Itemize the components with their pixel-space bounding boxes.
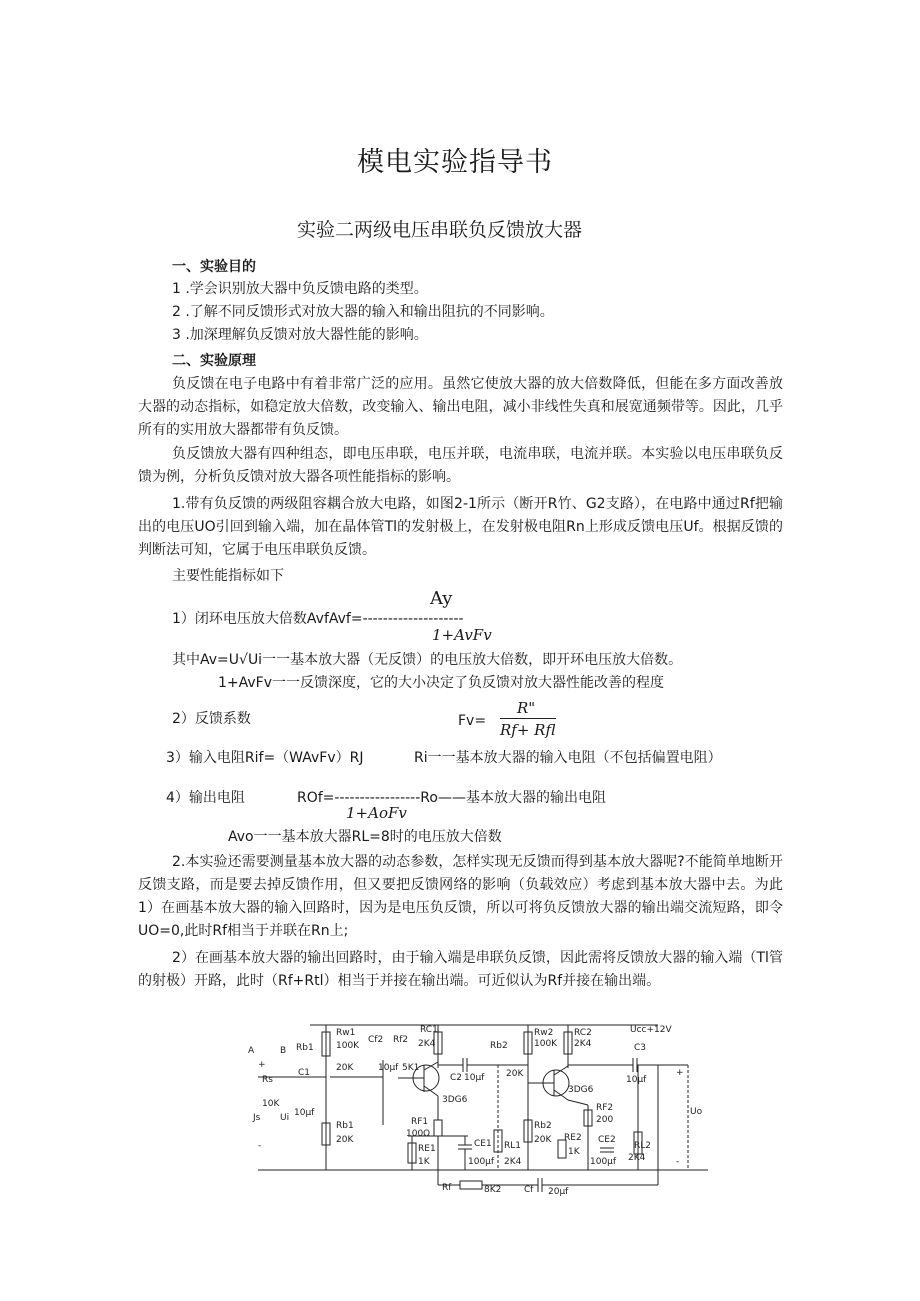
value-rb1: 20K (336, 1063, 354, 1073)
formula-numerator: R" (517, 699, 536, 717)
value-rc1: 2K4 (418, 1039, 436, 1049)
paragraph: 2.本实验还需要测量基本放大器的动态参数，怎样实现无反馈而得到基本放大器呢?不能简单地断开反馈支路，而是要去掉反馈作用，但又要把反馈网络的影响（负载效应）考虑到基本放大器中去。为此1）在画基本放大器的输入回路时，因为是电压负反馈，所以可将负反馈放大器的输出端交流短路，即令UO=0,此时Rf相当于并联在Rn上; (138, 854, 783, 939)
formula-note: 1+AvFv一一反馈深度，它的大小决定了负反馈对放大器性能改善的程度 (218, 675, 665, 691)
value-rw2: 100K (534, 1039, 558, 1049)
formula-numerator: Ay (430, 588, 453, 609)
label-minus-out: - (676, 1157, 680, 1167)
label-rl2: RL2 (634, 1141, 651, 1151)
label-rl1: RL1 (504, 1141, 521, 1151)
label-rf2b: RF2 (596, 1103, 614, 1113)
formula-label: 1）闭环电压放大倍数AvfAvf=-------------------- (172, 611, 464, 627)
list-item: 1 .学会识别放大器中负反馈电路的类型。 (172, 281, 428, 297)
formula-note: Avo一一基本放大器RL=8时的电压放大倍数 (228, 829, 502, 845)
section-heading-principle: 二、实验原理 (172, 353, 256, 369)
label-cf2: Cf2 (368, 1035, 384, 1045)
value-rl1: 2K4 (504, 1157, 522, 1167)
value-re1: 1K (418, 1157, 430, 1167)
label-q2: 3DG6 (568, 1085, 594, 1095)
terminal-b: B (280, 1046, 287, 1056)
value-rl2: 2K4 (628, 1153, 646, 1163)
label-c2: C2 (450, 1073, 463, 1083)
value-rf2: 5K1 (402, 1063, 420, 1073)
paragraph: 2）在画基本放大器的输出回路时，由于输入端是串联负反馈，因此需将反馈放大器的输入端（Tl管的射极）开路，此时（Rf+Rtl）相当于并接在输出端。可近似认为Rf并接在输出端。 (138, 950, 783, 989)
label-rc1: RC1 (420, 1025, 438, 1035)
label-re2: RE2 (564, 1133, 582, 1143)
value-rw1: 100K (336, 1041, 360, 1051)
formula-denominator: 1+AvFv (432, 626, 492, 644)
label-uo: Uo (690, 1107, 703, 1117)
value-rs: 10K (262, 1099, 280, 1109)
value-rb2: 20K (506, 1069, 524, 1079)
paragraph: 主要性能指标如下 (172, 568, 284, 584)
value-rb2b: 20K (534, 1135, 552, 1145)
label-q1: 3DG6 (442, 1095, 468, 1105)
value-rb1b: 20K (336, 1135, 354, 1145)
label-plus: + (258, 1060, 266, 1070)
label-ce2: CE2 (598, 1135, 616, 1145)
label-rb1b: Rb1 (336, 1121, 354, 1131)
label-rs: Rs (262, 1075, 273, 1085)
list-item: 2 .了解不同反馈形式对放大器的输入和输出阻抗的不同影响。 (172, 304, 554, 320)
label-c1: C1 (298, 1068, 311, 1078)
list-item: 3 .加深理解负反馈对放大器性能的影响。 (172, 327, 428, 343)
label-rc2: RC2 (574, 1028, 592, 1038)
value-rf1: 100Ω (406, 1129, 431, 1139)
label-rf2: Rf2 (393, 1035, 409, 1045)
label-re1: RE1 (418, 1144, 436, 1154)
value-ce2: 100μf (590, 1157, 617, 1167)
label-c3: C3 (634, 1043, 647, 1053)
value-ce1: 100μf (468, 1157, 495, 1167)
formula-label: 2）反馈系数 (172, 711, 251, 727)
label-vcc: Ucc+12V (630, 1025, 672, 1035)
label-rf1: RF1 (411, 1117, 429, 1127)
value-c1: 10μf (294, 1108, 315, 1118)
section-heading-purpose: 一、实验目的 (172, 259, 256, 275)
label-rb2b: Rb2 (534, 1121, 552, 1131)
paragraph: 1.带有负反馈的两级阻容耦合放大电路，如图2-1所示（断开R竹、G2支路），在电路中通过Rf把输出的电压UO引回到输入端，加在晶体管Tl的发射极上，在发射极电阻Rn上形成反馈电压Uf。根据反馈的判断法可知，它属于电压串联负反馈。 (138, 496, 783, 558)
label-plus-out: + (676, 1068, 684, 1078)
formula-label: 4）输出电阻 (166, 790, 245, 806)
value-cf: 20μf (548, 1187, 569, 1197)
value-rf2b: 200 (596, 1115, 614, 1125)
formula-denominator: Rf+ Rfl (500, 721, 556, 739)
value-rf: 8K2 (484, 1185, 502, 1195)
formula-note: 其中Av=U√Ui一一基本放大器（无反馈）的电压放大倍数，即开环电压放大倍数。 (172, 652, 683, 668)
label-rw1: Rw1 (336, 1028, 356, 1038)
paragraph: 负反馈放大器有四种组态，即电压串联，电压并联，电流串联，电流并联。本实验以电压串联负反馈为例，分析负反馈对放大器各项性能指标的影响。 (138, 446, 783, 485)
value-cf2: 10μf (378, 1063, 399, 1073)
label-rf: Rf (442, 1183, 452, 1193)
value-rc2: 2K4 (574, 1039, 592, 1049)
label-ui: Ui (280, 1113, 290, 1123)
formula-expression: ROf=-----------------Ro——基本放大器的输出电阻 (297, 790, 606, 806)
value-c3: 10μf (626, 1075, 647, 1085)
label-ce1: CE1 (474, 1139, 492, 1149)
fraction-bar (500, 718, 556, 719)
circuit-diagram (238, 1020, 703, 1197)
label-cf: Cf (524, 1185, 534, 1195)
formula-denominator: 1+AoFv (346, 804, 407, 822)
label-rw2: Rw2 (534, 1028, 554, 1038)
value-c2: 10μf (464, 1073, 485, 1083)
formula-label: 3）输入电阻Rif=（WAvFv）RJ (166, 750, 364, 766)
formula-note: Ri一一基本放大器的输入电阻（不包括偏置电阻） (414, 750, 722, 766)
label-minus: - (258, 1141, 262, 1151)
experiment-title: 实验二两级电压串联负反馈放大器 (297, 219, 583, 241)
paragraph: 负反馈在电子电路中有着非常广泛的应用。虽然它使放大器的放大倍数降低，但能在多方面改善放大器的动态指标，如稳定放大倍数，改变输入、输出电阻，减小非线性失真和展宽通频带等。因此，几乎所有的实用放大器都带有负反馈。 (138, 376, 783, 438)
terminal-a: A (248, 1046, 255, 1056)
label-rb1: Rb1 (296, 1043, 314, 1053)
page-title: 模电实验指导书 (357, 147, 553, 178)
label-rb2: Rb2 (490, 1041, 508, 1051)
value-re2: 1K (568, 1147, 580, 1157)
label-js: Js (253, 1113, 261, 1123)
formula-lhs: Fv= (458, 713, 487, 729)
